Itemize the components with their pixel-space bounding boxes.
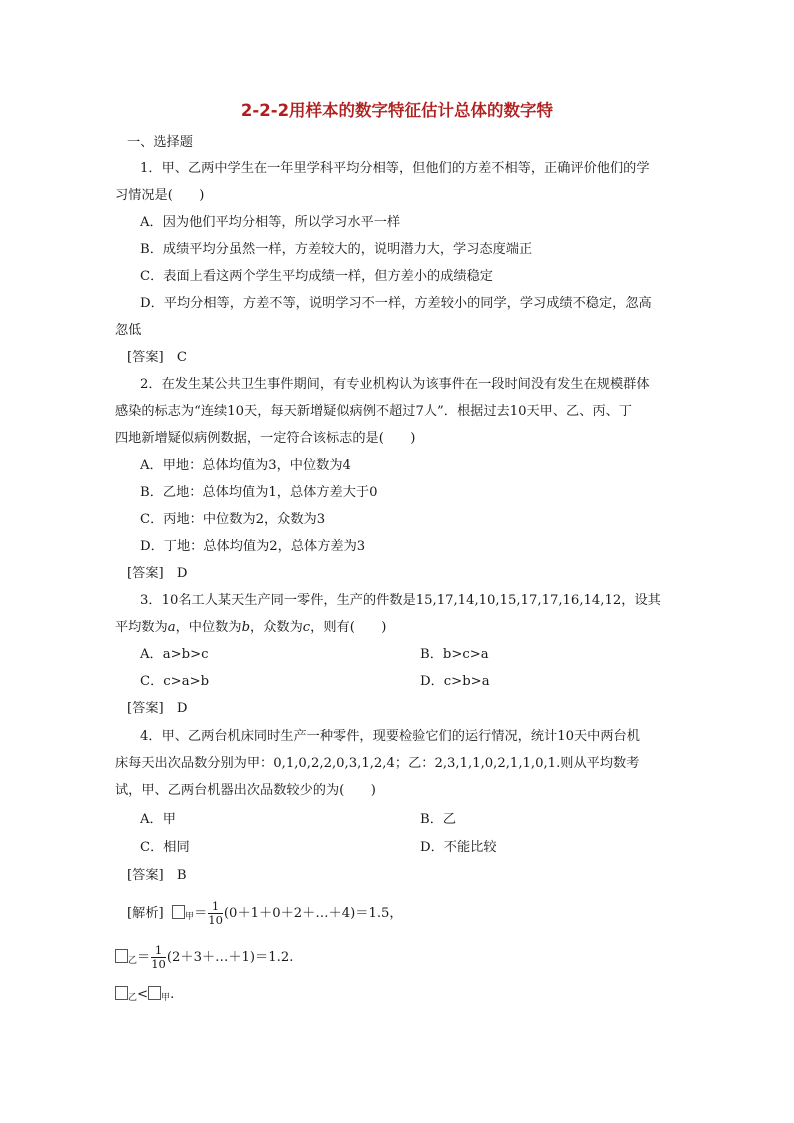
fraction-denominator: 10 <box>151 957 166 971</box>
q3-stem-text: ，中位数为 <box>175 620 242 635</box>
section-heading: 一、选择题 <box>127 135 193 150</box>
q3-stem-line1: 3．10名工人某天生产同一零件，生产的件数是15,17,14,10,15,17,17,16,14,12，设其 <box>140 593 661 608</box>
q2-option-a: A．甲地：总体均值为3，中位数为4 <box>140 458 351 473</box>
subscript-yi: 乙 <box>128 956 138 966</box>
mean-x-symbol-icon <box>172 905 185 919</box>
q4-expression-yi: (2＋3＋…＋1)＝1.2. <box>166 950 294 965</box>
equals-sign: ＝ <box>194 906 208 921</box>
q3-answer: [答案] D <box>127 701 188 716</box>
q3-stem-text: ，众数为 <box>250 620 303 635</box>
fraction-numerator: 1 <box>208 900 223 914</box>
q3-stem-text: 平均数为 <box>115 620 168 635</box>
period: . <box>170 987 175 1002</box>
q4-option-c: C．相同 <box>140 840 190 855</box>
q1-option-a: A．因为他们平均分相等，所以学习水平一样 <box>140 215 401 230</box>
q4-option-a: A．甲 <box>140 812 176 827</box>
q4-expression-jia: (0＋1＋0＋2＋…＋4)＝1.5， <box>223 906 403 921</box>
q2-option-d: D．丁地：总体均值为2，总体方差为3 <box>140 539 366 554</box>
q3-stem-line2 <box>115 618 386 638</box>
q1-stem-line2: 习情况是( ) <box>115 188 205 203</box>
q2-stem-line1: 2．在发生某公共卫生事件期间，有专业机构认为该事件在一段时间没有发生在规模群体 <box>140 377 650 392</box>
var-a: a <box>167 620 176 635</box>
q3-stem-text: ，则有( ) <box>310 620 387 635</box>
q3-option-c: C．c>a>b <box>140 674 210 689</box>
subscript-jia: 甲 <box>161 993 171 1003</box>
q1-stem-line1: 1．甲、乙两中学生在一年里学科平均分相等，但他们的方差不相等，正确评价他们的学 <box>140 161 650 176</box>
var-b: b <box>241 620 251 635</box>
q4-analysis-line2 <box>115 944 293 971</box>
fraction-denominator: 10 <box>208 913 223 927</box>
q2-stem-line2: 感染的标志为“连续10天，每天新增疑似病例不超过7人”．根据过去10天甲、乙、丙、丁 <box>115 404 632 419</box>
mean-x-symbol-icon <box>148 986 161 1000</box>
less-than-sign: < <box>137 987 149 1002</box>
mean-x-symbol-icon <box>115 949 128 963</box>
q4-stem-line2: 床每天出次品数分别为甲：0,1,0,2,2,0,3,1,2,4；乙：2,3,1,1,0,2,1,1,0,1.则从平均数考 <box>115 756 640 771</box>
q1-option-d-line1: D．平均分相等，方差不等，说明学习不一样，方差较小的同学，学习成绩不稳定，忽高 <box>140 296 652 311</box>
q4-stem-line1: 4．甲、乙两台机床同时生产一种零件，现要检验它们的运行情况，统计10天中两台机 <box>140 729 640 744</box>
q1-option-b: B．成绩平均分虽然一样，方差较大的，说明潜力大，学习态度端正 <box>140 242 533 257</box>
q3-option-b: B．b>c>a <box>420 647 489 662</box>
q3-option-d: D．c>b>a <box>420 674 490 689</box>
fraction-numerator: 1 <box>151 944 166 958</box>
q4-analysis-line1 <box>127 900 403 927</box>
analysis-label: [解析] <box>127 906 164 921</box>
q1-answer: [答案] C <box>127 350 187 365</box>
q2-option-c: C．丙地：中位数为2，众数为3 <box>140 512 326 527</box>
subscript-yi: 乙 <box>128 993 138 1003</box>
subscript-jia: 甲 <box>185 912 195 922</box>
q4-option-d: D．不能比较 <box>420 840 497 855</box>
mean-x-symbol-icon <box>115 986 128 1000</box>
var-c: c <box>302 620 311 635</box>
q2-answer: [答案] D <box>127 566 188 581</box>
q2-stem-line3: 四地新增疑似病例数据，一定符合该标志的是( ) <box>115 431 416 446</box>
q1-option-d-line2: 忽低 <box>115 323 142 338</box>
q4-analysis-line3 <box>115 985 174 1008</box>
page-title: 2-2-2用样本的数字特征估计总体的数字特 <box>240 101 554 120</box>
equals-sign: ＝ <box>137 950 151 965</box>
q2-option-b: B．乙地：总体均值为1，总体方差大于0 <box>140 485 378 500</box>
q1-option-c: C．表面上看这两个学生平均成绩一样，但方差小的成绩稳定 <box>140 269 493 284</box>
q4-option-b: B．乙 <box>420 812 457 827</box>
q4-answer: [答案] B <box>127 868 187 883</box>
fraction-one-tenth <box>208 900 223 927</box>
q3-option-a: A．a>b>c <box>140 647 209 662</box>
fraction-one-tenth <box>151 944 166 971</box>
q4-stem-line3: 试，甲、乙两台机器出次品数较少的为( ) <box>115 783 376 798</box>
